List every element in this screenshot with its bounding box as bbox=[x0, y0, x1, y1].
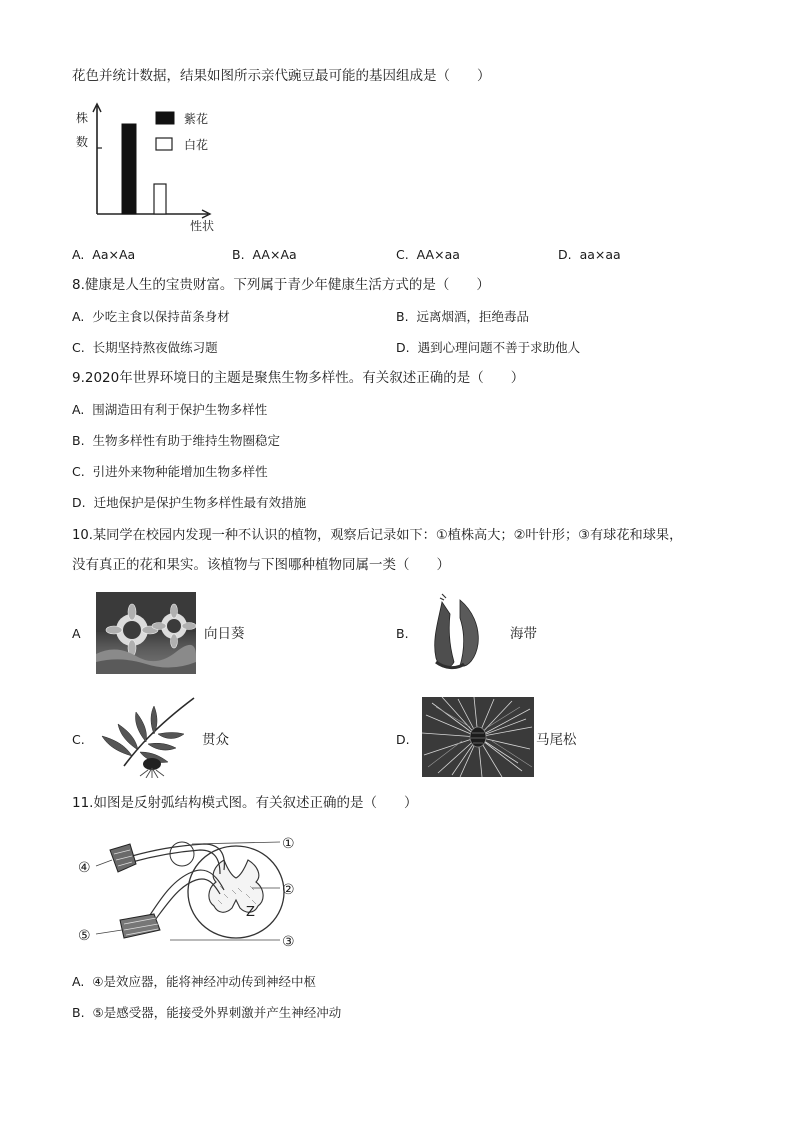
label-2: ② bbox=[282, 882, 295, 898]
q9-option-c[interactable]: C. 引进外来物种能增加生物多样性 bbox=[72, 464, 268, 479]
q10-option-c-name: 贯众 bbox=[202, 732, 229, 748]
q7-option-c[interactable]: C. AA×aa bbox=[396, 247, 460, 262]
q10-option-d-name: 马尾松 bbox=[536, 732, 577, 748]
q8-stem: 8.健康是人生的宝贵财富。下列属于青少年健康生活方式的是（ ） bbox=[72, 277, 490, 293]
bar-white bbox=[154, 184, 166, 214]
q8-option-b[interactable]: B. 远离烟酒，拒绝毒品 bbox=[396, 309, 530, 324]
label-1: ① bbox=[282, 836, 295, 852]
leader-1 bbox=[192, 842, 280, 844]
chart-ylabel-1: 株 bbox=[76, 111, 89, 125]
bar-chart bbox=[70, 100, 230, 236]
fern-image bbox=[96, 694, 200, 778]
pine-drawing bbox=[422, 697, 534, 777]
leader-4 bbox=[96, 860, 112, 866]
q7-option-b[interactable]: B. AA×Aa bbox=[232, 247, 297, 262]
q8-option-a[interactable]: A. 少吃主食以保持苗条身材 bbox=[72, 309, 230, 324]
q7-stem: 花色并统计数据，结果如图所示亲代豌豆最可能的基因组成是（ ） bbox=[72, 68, 491, 84]
kelp-image bbox=[420, 592, 504, 674]
q10-option-b-label[interactable]: B. bbox=[396, 626, 409, 641]
chart-xlabel: 性状 bbox=[190, 219, 215, 233]
legend-label-white: 白花 bbox=[184, 138, 209, 152]
q8-option-d[interactable]: D. 遇到心理问题不善于求助他人 bbox=[396, 340, 581, 355]
z-label: Z bbox=[246, 905, 255, 920]
q9-option-b[interactable]: B. 生物多样性有助于维持生物圈稳定 bbox=[72, 433, 281, 448]
sunflower-drawing bbox=[96, 592, 196, 674]
label-5: ⑤ bbox=[78, 928, 91, 944]
q9-option-a[interactable]: A. 围湖造田有利于保护生物多样性 bbox=[72, 402, 268, 417]
legend-label-purple: 紫花 bbox=[184, 112, 209, 126]
chart-ylabel-2: 数 bbox=[76, 135, 89, 149]
q10-option-a-name: 向日葵 bbox=[204, 626, 245, 642]
label-3: ③ bbox=[282, 934, 295, 950]
sunflower-image bbox=[96, 592, 196, 674]
q10-option-d-label[interactable]: D. bbox=[396, 732, 410, 747]
q10-stem-line1: 10.某同学在校园内发现一种不认识的植物，观察后记录如下：①植株高大；②叶针形；③有球花和球果， bbox=[72, 528, 683, 543]
q7-option-a[interactable]: A. Aa×Aa bbox=[72, 247, 136, 262]
leader-5 bbox=[96, 930, 122, 934]
q7-option-d[interactable]: D. aa×aa bbox=[558, 247, 621, 262]
legend-swatch-purple bbox=[156, 112, 174, 124]
effector-block bbox=[120, 914, 160, 938]
q11-option-b[interactable]: B. ⑤是感受器，能接受外界刺激并产生神经冲动 bbox=[72, 1005, 342, 1020]
q10-option-b-name: 海带 bbox=[510, 626, 537, 642]
q11-option-a[interactable]: A. ④是效应器，能将神经冲动传到神经中枢 bbox=[72, 974, 316, 989]
q10-stem-line2: 没有真正的花和果实。该植物与下图哪种植物同属一类（ ） bbox=[72, 557, 450, 573]
reflex-arc-diagram bbox=[74, 830, 310, 958]
bar-purple bbox=[122, 124, 136, 214]
q9-stem: 9.2020年世界环境日的主题是聚焦生物多样性。有关叙述正确的是（ ） bbox=[72, 370, 525, 386]
legend-swatch-white bbox=[156, 138, 172, 150]
q11-stem: 11.如图是反射弧结构模式图。有关叙述正确的是（ ） bbox=[72, 795, 418, 811]
q10-option-c-label[interactable]: C. bbox=[72, 732, 85, 747]
q8-option-c[interactable]: C. 长期坚持熬夜做练习题 bbox=[72, 340, 218, 355]
q9-option-d[interactable]: D. 迁地保护是保护生物多样性最有效措施 bbox=[72, 495, 307, 510]
label-4: ④ bbox=[78, 860, 91, 876]
q10-option-a-label[interactable]: A bbox=[72, 626, 81, 641]
pine-image bbox=[422, 697, 534, 777]
